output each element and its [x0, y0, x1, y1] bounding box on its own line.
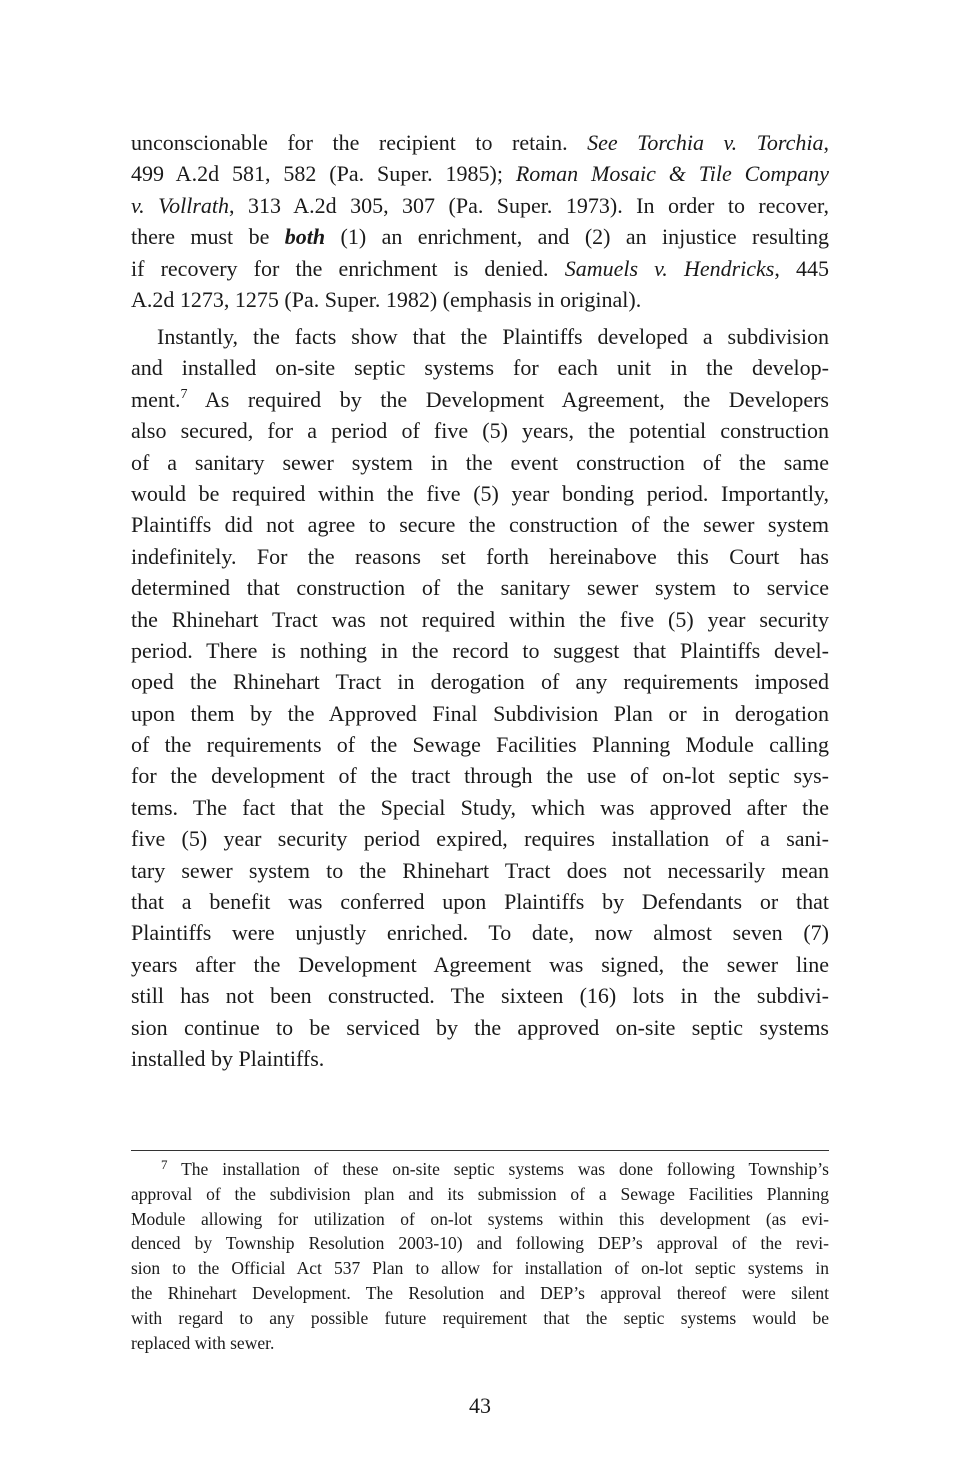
text-line [131, 886, 829, 917]
text-run: A.2d 1273, 1275 (Pa. Super. 1982) (emphasis in original). [131, 286, 642, 312]
emphasis: both [284, 224, 326, 250]
case-citation: Roman Mosaic & Tile Company [515, 161, 829, 187]
text-line [131, 190, 829, 221]
text-run: , [823, 130, 829, 155]
footnote-text: replaced with sewer. [131, 1332, 275, 1353]
text-run: that a benefit was conferred upon Plaintiffs by Defendants or that [131, 889, 829, 915]
footnote-line [131, 1306, 829, 1331]
text-line [131, 635, 829, 666]
text-line [131, 917, 829, 948]
text-line [131, 415, 829, 446]
footnote-line [131, 1281, 829, 1306]
text-run: upon them by the Approved Final Subdivision Plan or in derogation [131, 700, 829, 726]
text-run: unconscionable for the recipient to retain. [131, 130, 588, 155]
text-run: and installed on-site septic systems for each unit in the develop- [131, 355, 829, 381]
text-run: tems. The fact that the Special Study, which was approved after the [131, 794, 829, 820]
text-run: Instantly, the facts show that the Plaintiffs developed a subdivision [157, 324, 829, 349]
text-run: years after the Development Agreement was signed, the sewer line [131, 951, 829, 977]
page-number: 43 [469, 1393, 491, 1418]
text-line [131, 478, 829, 509]
text-run: oped the Rhinehart Tract in derogation of any requirements imposed [131, 669, 829, 695]
text-run: Plaintiffs did not agree to secure the construction of the sewer system [131, 512, 829, 538]
text-line [131, 698, 829, 729]
footnote-7 [131, 1157, 829, 1355]
footnote-line [131, 1157, 829, 1182]
text-run: still has not been constructed. The sixteen (16) lots in the subdivi- [131, 983, 829, 1009]
text-line [131, 509, 829, 540]
text-line [131, 949, 829, 980]
text-run: of a sanitary sewer system in the event construction of the same [131, 449, 829, 475]
text-line [131, 541, 829, 572]
text-run: , 313 A.2d 305, 307 (Pa. Super. 1973). In order to recover, [229, 192, 830, 218]
text-line [131, 352, 829, 383]
text-line [131, 127, 829, 158]
text-run: indefinitely. For the reasons set forth hereinabove this Court has [131, 543, 829, 569]
footnote-text: The installation of these on-site septic systems was done following Township’s [181, 1159, 829, 1179]
footnote-line [131, 1331, 829, 1356]
text-line [131, 823, 829, 854]
text-run: installed by Plaintiffs. [131, 1045, 325, 1071]
text-run: the Rhinehart Tract was not required within the five (5) year security [131, 606, 829, 632]
text-run: Plaintiffs were unjustly enriched. To date, now almost seven (7) [131, 920, 829, 946]
case-citation: See Torchia v. Torchia [587, 130, 824, 155]
text-run: period. There is nothing in the record to suggest that Plaintiffs devel- [131, 637, 829, 663]
text-run: for the development of the tract through the use of on-lot septic sys- [131, 763, 829, 789]
text-line [131, 666, 829, 697]
case-citation: Samuels v. Hendricks [564, 255, 775, 281]
footnote-line [131, 1256, 829, 1281]
text-line [131, 1043, 829, 1074]
text-run: ment. [131, 386, 181, 412]
text-line [131, 221, 829, 252]
text-run: (1) an enrichment, and (2) an injustice resulting [325, 224, 829, 250]
text-line [131, 158, 829, 189]
text-line [131, 980, 829, 1011]
text-line [131, 447, 829, 478]
text-run: , 445 [774, 255, 830, 281]
text-run: sion continue to be serviced by the approved on-site septic systems [131, 1014, 829, 1040]
text-line [131, 284, 829, 315]
footnote-line [131, 1231, 829, 1256]
footnote-line [131, 1182, 829, 1207]
text-line [131, 384, 829, 415]
text-run: there must be [131, 224, 285, 250]
text-line [131, 855, 829, 886]
text-run: five (5) year security period expired, requires installation of a sani- [131, 826, 829, 852]
paragraph-unjust-enrichment-law [131, 127, 829, 315]
text-line [131, 572, 829, 603]
footnote-marker: 7 [161, 1157, 168, 1172]
text-line [131, 1012, 829, 1043]
text-line [131, 604, 829, 635]
text-run: would be required within the five (5) year bonding period. Importantly, [131, 480, 829, 506]
text-run: also secured, for a period of five (5) years, the potential construction [131, 418, 829, 444]
footnote-text: denced by Township Resolution 2003-10) and following DEP’s approval of the revi- [131, 1233, 829, 1254]
text-run: tary sewer system to the Rhinehart Tract does not necessarily mean [131, 857, 829, 883]
footnote-text: Module allowing for utilization of on-lot systems within this development (as evi- [131, 1208, 829, 1229]
text-run: determined that construction of the sanitary sewer system to service [131, 575, 829, 601]
footnote-text: the Rhinehart Development. The Resolution and DEP’s approval thereof were silent [131, 1282, 829, 1303]
footnote-reference: 7 [180, 386, 188, 402]
footnote-text: approval of the subdivision plan and its submission of a Sewage Facilities Planning [131, 1183, 829, 1204]
text-run: of the requirements of the Sewage Facilities Planning Module calling [131, 732, 829, 758]
text-run: As required by the Development Agreement, the Developers [187, 386, 829, 412]
text-run: 499 A.2d 581, 582 (Pa. Super. 1985); [131, 161, 516, 187]
text-line [131, 321, 829, 352]
text-line [131, 253, 829, 284]
paragraph-facts-analysis [131, 321, 829, 1074]
text-line [131, 729, 829, 760]
footnote-text: with regard to any possible future requirement that the septic systems would be [131, 1307, 829, 1328]
text-run: if recovery for the enrichment is denied. [131, 255, 565, 281]
footnote-text: sion to the Official Act 537 Plan to allow for installation of on-lot septic systems in [131, 1258, 829, 1279]
footnote-divider [131, 1150, 829, 1151]
text-line [131, 792, 829, 823]
case-citation: v. Vollrath [131, 192, 229, 218]
text-line [131, 760, 829, 791]
footnote-line [131, 1207, 829, 1232]
